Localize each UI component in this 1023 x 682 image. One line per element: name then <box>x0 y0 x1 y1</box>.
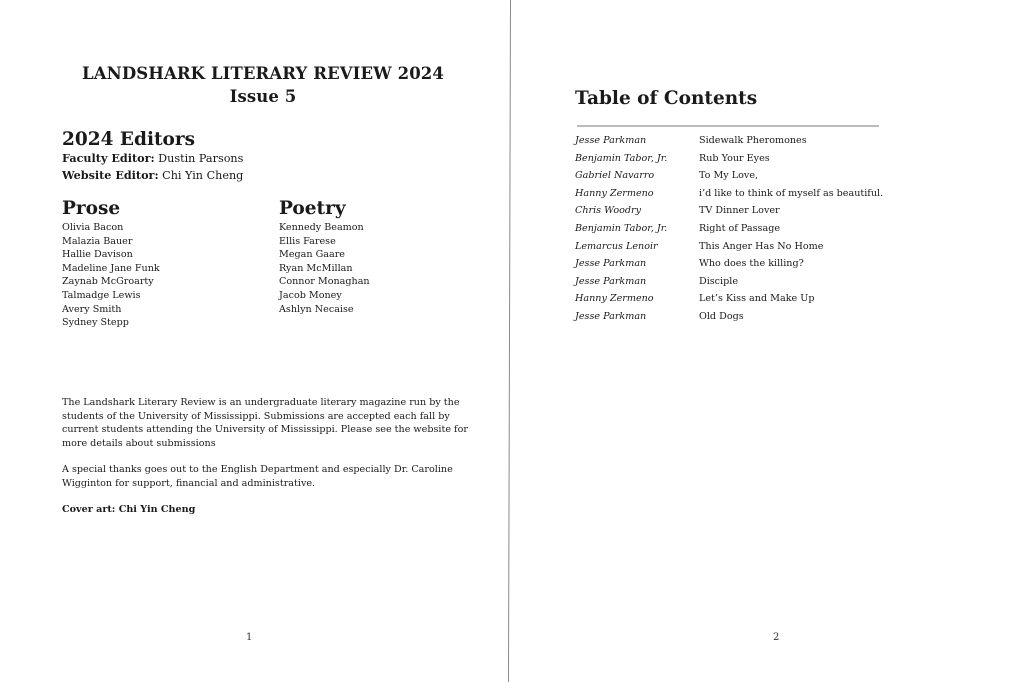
toc-author: Jesse Parkman <box>575 258 647 270</box>
toc-title: Disciple <box>699 275 739 287</box>
toc-title: Let’s Kiss and Make Up <box>699 293 815 305</box>
editor-role: Website Editor: <box>62 168 159 182</box>
editors-heading: 2024 Editors <box>62 129 196 150</box>
poetry-name: Ellis Farese <box>279 235 336 247</box>
page-number: 1 <box>246 632 253 643</box>
poetry-name: Connor Monaghan <box>279 276 370 288</box>
toc-author: Jesse Parkman <box>575 310 647 322</box>
toc-title: To My Love, <box>699 170 759 182</box>
page-1 <box>0 0 510 682</box>
page-2 <box>512 0 1023 682</box>
toc-title: Sidewalk Pheromones <box>699 135 807 146</box>
prose-name: Olivia Bacon <box>62 222 124 233</box>
title-text: LANDSHARK LITERARY REVIEW 2024 <box>82 64 444 83</box>
toc-author: Jesse Parkman <box>575 275 647 287</box>
toc-author: Benjamin Tabor, Jr. <box>575 222 668 234</box>
prose-name: Zaynab McGroarty <box>62 276 154 288</box>
toc-heading: Table of Contents <box>575 88 758 109</box>
prose-name: Talmadge Lewis <box>62 289 141 301</box>
prose-name: Madeline Jane Funk <box>62 262 160 274</box>
editor-name: Chi Yin Cheng <box>162 169 244 182</box>
website-editor <box>62 167 243 184</box>
toc-author: Lemarcus Lenoir <box>575 240 658 252</box>
toc-author: Jesse Parkman <box>575 135 647 146</box>
poetry-list <box>279 221 370 316</box>
toc-author: Chris Woodry <box>575 205 642 217</box>
editor-name: Dustin Parsons <box>158 152 244 165</box>
toc-title: Old Dogs <box>699 310 744 322</box>
prose-name: Hallie Davison <box>62 249 133 261</box>
issue-text: Issue 5 <box>229 87 297 106</box>
toc-title: This Anger Has No Home <box>699 240 824 252</box>
toc-title: Who does the killing? <box>699 258 804 270</box>
cover-art-credit: Cover art: Chi Yin Cheng <box>62 504 196 515</box>
toc-author: Gabriel Navarro <box>575 170 655 182</box>
about-paragraph: The Landshark Literary Review is an undergraduate literary magazine run by the students of the University of Mississippi. Submissions are accepted each fall by current students attending the University of Mississippi. Please see the website for more details about submissions <box>62 397 468 449</box>
toc-title: TV Dinner Lover <box>699 205 780 217</box>
poetry-name: Ryan McMillan <box>279 262 353 274</box>
poetry-name: Megan Gaare <box>279 249 345 261</box>
faculty-editor <box>62 150 243 167</box>
toc-author: Hanny Zermeno <box>575 293 654 305</box>
prose-name: Sydney Stepp <box>62 317 129 329</box>
poetry-name: Kennedy Beamon <box>279 222 364 233</box>
prose-heading: Prose <box>62 198 121 219</box>
toc-title: Right of Passage <box>699 222 781 234</box>
poetry-name: Ashlyn Necaise <box>279 303 354 315</box>
toc-title: i’d like to think of myself as beautiful. <box>699 187 884 199</box>
prose-name: Malazia Bauer <box>62 235 133 247</box>
magazine-title <box>0 62 526 108</box>
toc-title: Rub Your Eyes <box>699 152 770 164</box>
prose-name: Avery Smith <box>62 303 122 315</box>
editor-role: Faculty Editor: <box>62 151 155 165</box>
toc-divider <box>577 125 879 127</box>
poetry-heading: Poetry <box>279 198 346 219</box>
page-number: 2 <box>773 632 780 643</box>
prose-list <box>62 221 160 330</box>
toc-author: Hanny Zermeno <box>575 187 654 199</box>
thanks-paragraph: A special thanks goes out to the English Department and especially Dr. Caroline Wigginton for support, financial and administrative. <box>62 464 453 489</box>
toc-author: Benjamin Tabor, Jr. <box>575 152 668 164</box>
poetry-name: Jacob Money <box>279 289 342 301</box>
